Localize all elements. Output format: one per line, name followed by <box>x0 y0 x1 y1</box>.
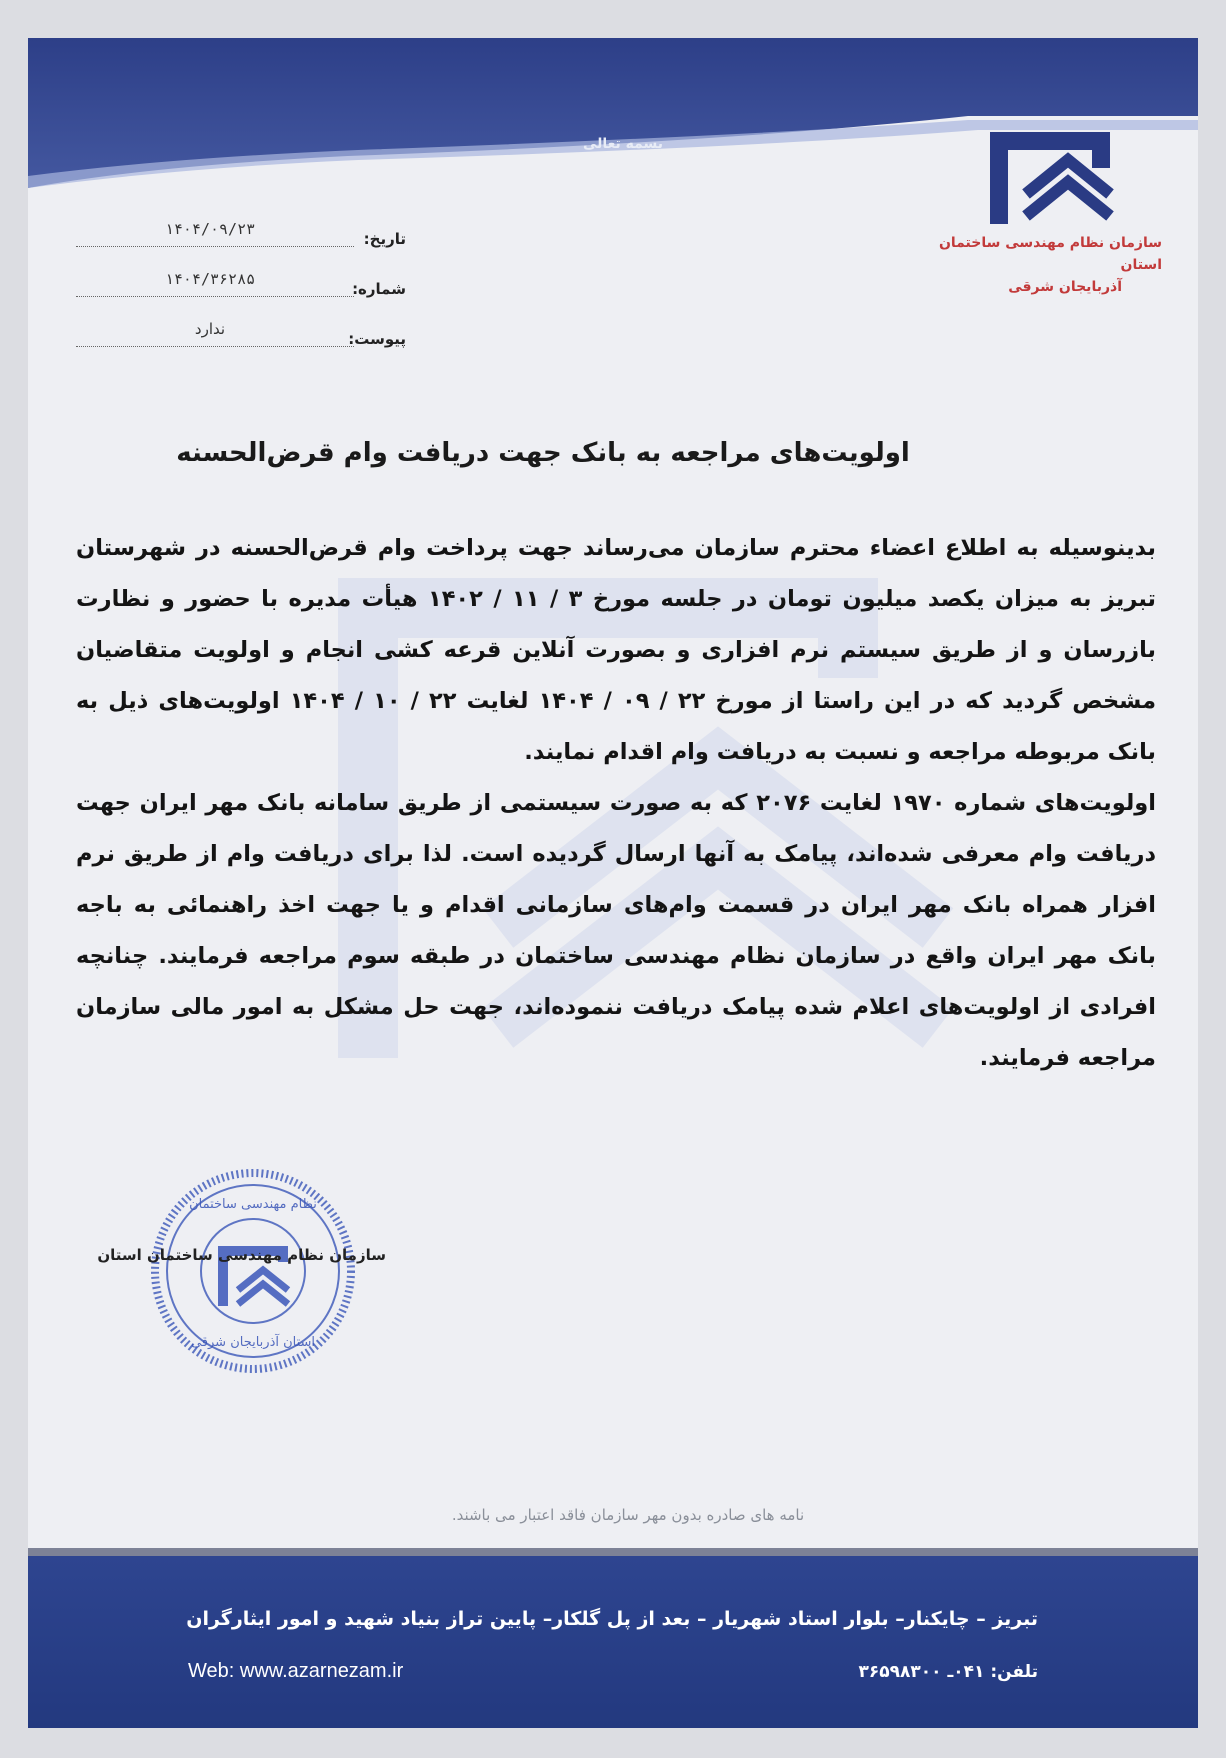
date-row <box>76 216 406 266</box>
stamp-bottom-text: استان آذربایجان شرقی <box>190 1335 316 1350</box>
date-line <box>76 246 354 247</box>
letter-page <box>28 38 1198 1728</box>
organization-name-line1: سازمان نظام مهندسی ساختمان استان <box>938 235 1162 273</box>
number-line <box>76 296 354 297</box>
letter-meta <box>76 216 406 366</box>
bismillah-text: بسمه تعالی <box>582 136 664 152</box>
signature-text: سازمان نظام مهندسی ساختمان استان <box>97 1246 386 1264</box>
footer-divider <box>28 1548 1198 1556</box>
stamp-top-text: نظام مهندسی ساختمان <box>189 1197 317 1212</box>
footer-website-link[interactable]: Web: www.azarnezam.ir <box>188 1660 404 1682</box>
attachment-row <box>76 316 406 366</box>
attachment-value: ندارد <box>194 320 226 338</box>
attachment-line <box>76 346 354 347</box>
letter-body <box>76 523 1156 1084</box>
organization-name <box>902 232 1162 298</box>
organization-logo-icon <box>980 124 1150 236</box>
date-value: ۱۴۰۴/۰۹/۲۳ <box>164 220 256 238</box>
number-value: ۱۴۰۴/۳۶۲۸۵ <box>164 270 256 288</box>
footer-phone: تلفن: ۰۴۱ـ ۳۶۵۹۸۳۰۰ <box>858 1662 1038 1682</box>
footer <box>28 1556 1198 1728</box>
footer-address: تبریز – چایکنار– بلوار استاد شهریار – بعد از پل گلکار– پایین تراز بنیاد شهید و امور ایثارگران <box>186 1608 1038 1630</box>
official-stamp-icon <box>148 1166 358 1376</box>
letter-title: اولویت‌های مراجعه به بانک جهت دریافت وام قرض‌الحسنه <box>176 438 910 468</box>
organization-name-line2: آذربایجان شرقی <box>1008 279 1122 295</box>
attachment-label: پیوست: <box>348 330 406 348</box>
body-paragraph-2: اولویت‌های شماره ۱۹۷۰ لغایت ۲۰۷۶ که به صورت سیستمی از طریق سامانه بانک مهر ایران جهت دریافت وام معرفی شده‌اند، پیامک به آنها ارسال گردیده است. لذا برای دریافت وام از طریق نرم افزار همراه بانک مهر ایران در قسمت وام‌های سازمانی اقدام و یا جهت اخذ راهنمائی به باجه بانک مهر ایران واقع در سازمان نظام مهندسی ساختمان در طبقه سوم مراجعه فرمایند. چنانچه افرادی از اولویت‌های اعلام شده پیامک دریافت ننموده‌اند، جهت حل مشکل به امور مالی سازمان مراجعه فرمایند. <box>76 790 1156 1071</box>
number-row <box>76 266 406 316</box>
number-label: شماره: <box>352 280 406 298</box>
body-paragraph-1: بدینوسیله به اطلاع اعضاء محترم سازمان می‌رساند جهت پرداخت وام قرض‌الحسنه در شهرستان تبریز به میزان یکصد میلیون تومان در جلسه مورخ ۳ / ۱۱ / ۱۴۰۲ هیأت مدیره با حضور و نظارت بازرسان و از طریق سیستم نرم افزاری و بصورت آنلاین قرعه کشی انجام و اولویت متقاضیان مشخص گردید که در این راستا از مورخ ۲۲ / ۰۹ / ۱۴۰۴ لغایت ۲۲ / ۱۰ / ۱۴۰۴ اولویت‌های ذیل به بانک مربوطه مراجعه و نسبت به دریافت وام اقدام نمایند. <box>76 535 1157 765</box>
date-label: تاریخ: <box>363 230 406 248</box>
disclaimer-text: نامه های صادره بدون مهر سازمان فاقد اعتبار می باشند. <box>451 1506 805 1524</box>
